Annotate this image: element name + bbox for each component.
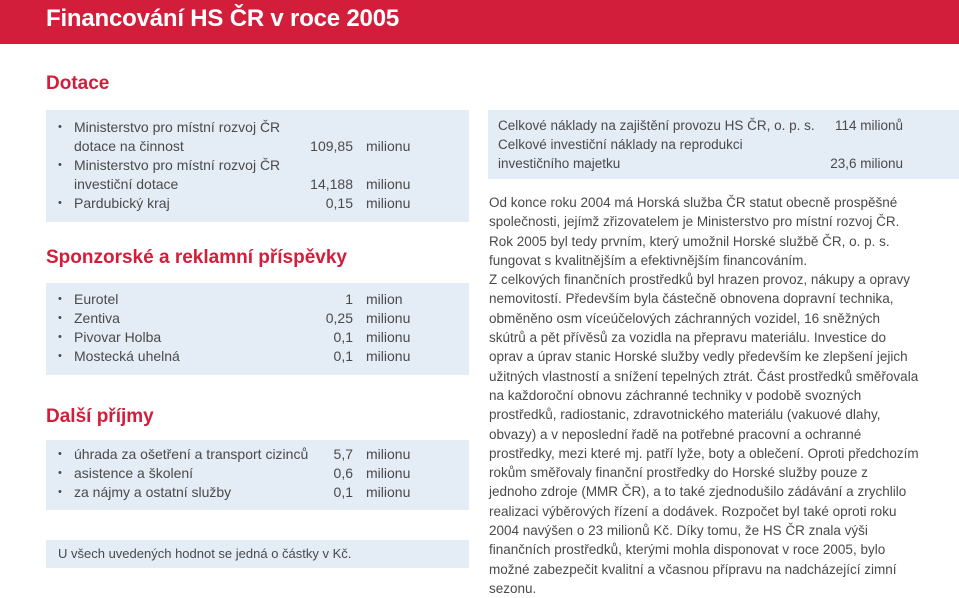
bullet-icon: •: [58, 486, 62, 498]
title-bar: [0, 0, 959, 44]
item-value: 0,1: [333, 348, 353, 364]
section-heading-dotace: Dotace: [46, 73, 110, 94]
item-label: dotace na činnost: [74, 138, 184, 154]
list-item: [46, 483, 469, 502]
item-label: Mostecká uhelná: [74, 348, 180, 364]
item-label: asistence a školení: [74, 465, 194, 481]
costs-box: [488, 110, 959, 179]
page-title: Financování HS ČR v roce 2005: [46, 5, 400, 32]
item-unit: milionu: [366, 348, 411, 364]
item-unit: milionu: [366, 484, 411, 500]
list-item: [46, 194, 469, 213]
item-unit: milionu: [366, 446, 411, 462]
sponzorske-panel: [46, 283, 469, 375]
currency-note-text: U všech uvedených hodnot se jedná o částky v Kč.: [58, 546, 352, 561]
paragraph: Z celkových finančních prostředků byl hrazen provoz, nákupy a opravy nemovitostí. Především byla částečně obnovena dopravní technika, obměněno osm víceúčelových záchranných vozidel, 16 sněžných skútrů a pět přívěsů za vozidla na přepravu materiálu. Investice do oprav a úprav stanic Horské služby vedly především ke zlepšení jejich užitných vlastností a snížení tepelných ztrát. Část prostředků směřovala na každoroční obnovu záchranné techniky v podobě svozných prostředků, radiostanic, zdravotnického materiálu (vakuové dlahy, obvazy) a v neposlední řadě na potřebné pracovní a ochranné prostředky, mezi které mj. patří lyže, boty a oblečení. Oproti předchozím rokům směřovaly finanční prostředky do Horské služby pouze z jednoho zdroje (MMR ČR), a to také zjednodušilo zádávání a zrychlilo realizaci výběrových řízení a dodávek. Rozpočet byl také oproti roku 2004 navýšen o 23 milionů Kč. Díky tomu, že HS ČR znala výši finančních prostředků, kterými mohla disponovat v roce 2005, bylo možné zabezpečit kvalitní a včasnou přípravu na nadcházející zimní sezonu.: [489, 272, 919, 596]
bullet-icon: •: [58, 197, 62, 209]
list-item: [46, 137, 469, 156]
dalsi-panel: [46, 440, 469, 510]
investment-costs-value: 23,6 milionu: [830, 156, 903, 171]
list-item: [46, 464, 469, 483]
item-label: Ministerstvo pro místní rozvoj ČR: [74, 157, 281, 173]
item-value: 0,1: [333, 329, 353, 345]
item-value: 0,6: [333, 465, 353, 481]
bullet-icon: •: [58, 121, 62, 133]
list-item: [46, 309, 469, 328]
list-item: [46, 118, 469, 137]
item-label: úhrada za ošetření a transport cizinců: [74, 446, 309, 462]
bullet-icon: •: [58, 159, 62, 171]
bullet-icon: •: [58, 467, 62, 479]
bullet-icon: •: [58, 448, 62, 460]
item-value: 0,1: [333, 484, 353, 500]
item-value: 14,188: [310, 176, 353, 192]
item-label: Eurotel: [74, 291, 119, 307]
list-item: [46, 175, 469, 194]
body-text: [489, 193, 919, 598]
list-item: [46, 290, 469, 309]
item-unit: milionu: [366, 138, 411, 154]
operating-costs-label: Celkové náklady na zajištění provozu HS ČR, o. p. s.: [498, 118, 815, 133]
item-label: Pardubický kraj: [74, 195, 170, 211]
item-unit: milionu: [366, 465, 411, 481]
currency-note: [46, 540, 469, 568]
item-label: Pivovar Holba: [74, 329, 162, 345]
item-label: Zentiva: [74, 310, 120, 326]
investment-costs-label-cont: investičního majetku: [498, 156, 621, 171]
list-item: [46, 328, 469, 347]
bullet-icon: •: [58, 331, 62, 343]
item-label: Ministerstvo pro místní rozvoj ČR: [74, 119, 281, 135]
item-label: za nájmy a ostatní služby: [74, 484, 232, 500]
investment-costs-label: Celkové investiční náklady na reprodukci: [498, 137, 743, 152]
bullet-icon: •: [58, 293, 62, 305]
item-value: 5,7: [333, 446, 353, 462]
bullet-icon: •: [58, 312, 62, 324]
item-value: 0,25: [325, 310, 353, 326]
operating-costs-value: 114 milionů: [834, 118, 903, 133]
paragraph: Od konce roku 2004 má Horská služba ČR statut obecně prospěšné společnosti, jejímž zřizovatelem je Ministerstvo pro místní rozvoj ČR. Rok 2005 byl tedy prvním, který umožnil Horské službě ČR, o. p. s. fungovat s kvalitnějším a efektivnějším financováním.: [489, 195, 900, 268]
item-unit: milion: [366, 291, 403, 307]
item-unit: milionu: [366, 310, 411, 326]
item-label: investiční dotace: [74, 176, 179, 192]
item-unit: milionu: [366, 329, 411, 345]
section-heading-sponzorske: Sponzorské a reklamní příspěvky: [46, 247, 347, 268]
item-value: 1: [345, 291, 353, 307]
bullet-icon: •: [58, 350, 62, 362]
item-unit: milionu: [366, 195, 411, 211]
item-unit: milionu: [366, 176, 411, 192]
list-item: [46, 156, 469, 175]
section-heading-dalsi: Další příjmy: [46, 406, 154, 427]
item-value: 0,15: [325, 195, 353, 211]
dotace-panel: [46, 110, 469, 222]
item-value: 109,85: [310, 138, 353, 154]
list-item: [46, 445, 469, 464]
list-item: [46, 347, 469, 366]
